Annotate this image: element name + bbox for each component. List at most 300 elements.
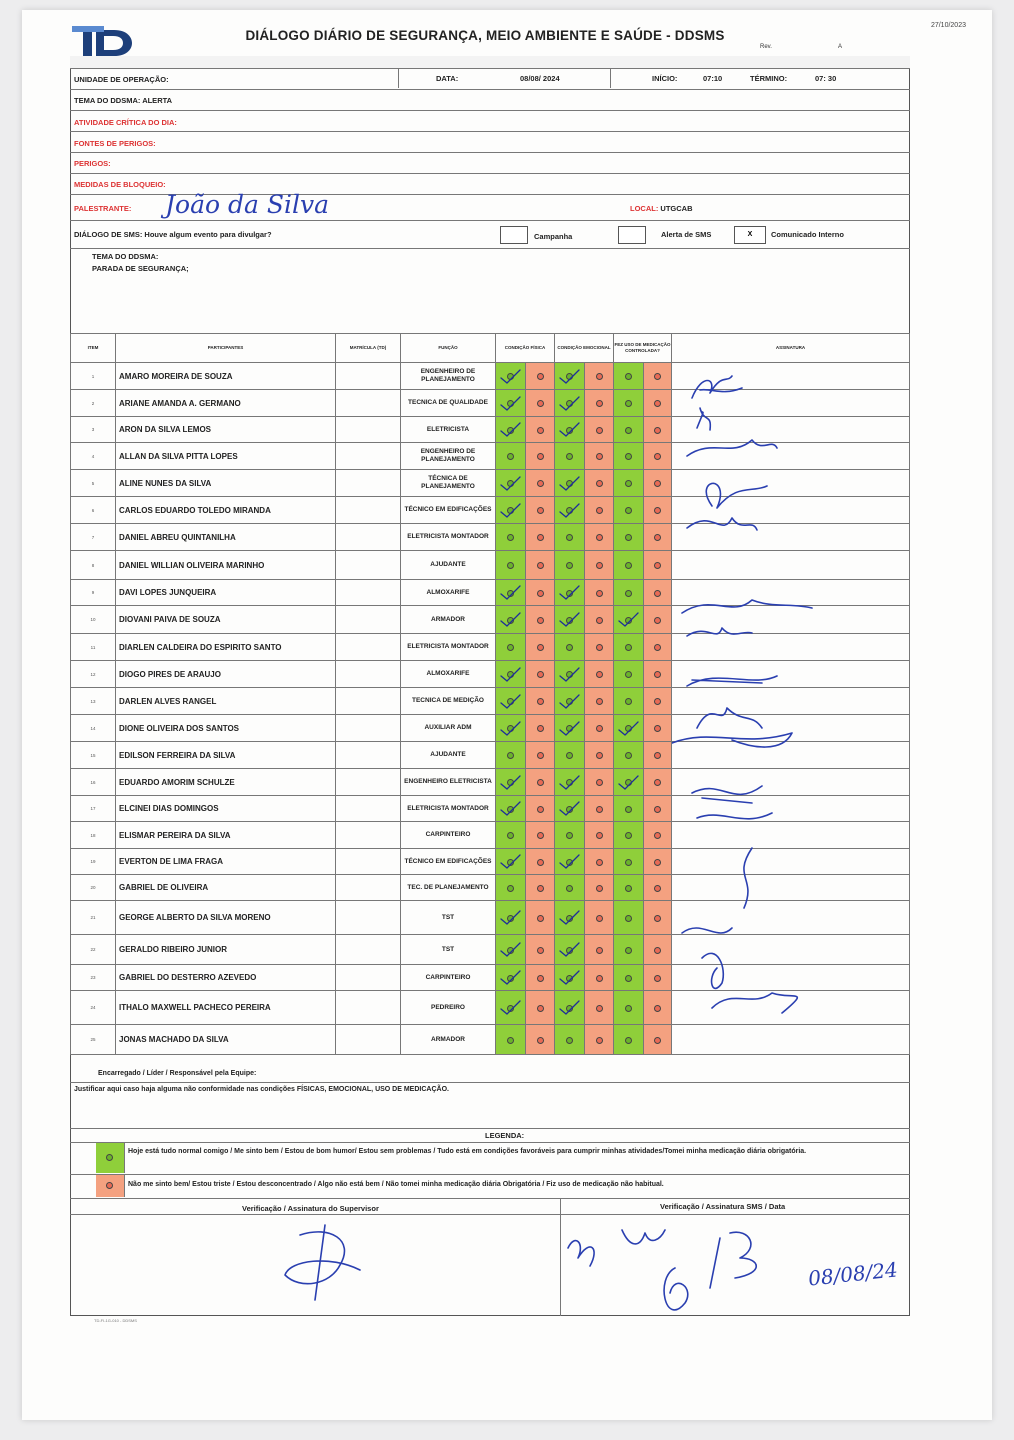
row-number: 20 [71, 875, 116, 901]
campanha-label: Campanha [534, 232, 573, 241]
status-not-ok-cell[interactable] [644, 417, 672, 443]
status-ok-cell[interactable] [555, 363, 585, 390]
status-not-ok-cell[interactable] [644, 524, 672, 551]
status-not-ok-cell[interactable] [526, 688, 555, 715]
status-not-ok-cell[interactable] [644, 901, 672, 935]
document-date: 27/10/2023 [930, 22, 966, 29]
status-ok-cell[interactable] [555, 470, 585, 497]
status-ok-cell[interactable] [555, 606, 585, 634]
smiley-not-ok-icon [596, 373, 603, 380]
row-number: 5 [71, 470, 116, 497]
status-not-ok-cell[interactable] [644, 497, 672, 524]
check-mark-icon [557, 774, 581, 792]
status-not-ok-cell[interactable] [526, 742, 555, 769]
status-ok-cell[interactable] [496, 796, 526, 822]
status-ok-cell[interactable] [555, 634, 585, 661]
row-number: 19 [71, 849, 116, 875]
participant-name: DIOGO PIRES DE ARAUJO [116, 661, 336, 688]
status-ok-cell[interactable] [614, 443, 644, 470]
smiley-not-ok-icon [596, 427, 603, 434]
status-ok-cell[interactable] [555, 661, 585, 688]
status-ok-cell[interactable] [614, 634, 644, 661]
smiley-ok-icon [566, 453, 573, 460]
termino-label: TÉRMINO: [750, 74, 788, 83]
status-not-ok-cell[interactable] [644, 443, 672, 470]
data-label: DATA: [436, 74, 459, 83]
smiley-not-ok-icon [596, 507, 603, 514]
smiley-not-ok-icon [654, 859, 661, 866]
matricula-cell [336, 634, 401, 661]
row-number: 2 [71, 390, 116, 417]
status-ok-cell[interactable] [496, 935, 526, 965]
matricula-cell [336, 580, 401, 606]
smiley-not-ok-icon [596, 617, 603, 624]
smiley-ok-icon [625, 1037, 632, 1044]
function-cell: ELETRICISTA MONTADOR [401, 524, 496, 551]
smiley-ok-icon [566, 534, 573, 541]
status-not-ok-cell[interactable] [644, 551, 672, 580]
check-mark-icon [498, 693, 522, 711]
status-not-ok-cell[interactable] [644, 1025, 672, 1055]
smiley-not-ok-icon [654, 915, 661, 922]
encarregado-label: Encarregado / Líder / Responsável pela Equipe: [98, 1070, 257, 1077]
participant-name: ARON DA SILVA LEMOS [116, 417, 336, 443]
status-ok-cell[interactable] [614, 363, 644, 390]
status-ok-cell[interactable] [614, 715, 644, 742]
status-ok-cell[interactable] [555, 901, 585, 935]
status-not-ok-cell[interactable] [526, 991, 555, 1025]
status-not-ok-cell[interactable] [644, 849, 672, 875]
status-not-ok-cell[interactable] [526, 417, 555, 443]
status-not-ok-cell[interactable] [644, 991, 672, 1025]
alerta-sms-checkbox[interactable] [618, 226, 646, 244]
status-not-ok-cell[interactable] [585, 551, 614, 580]
status-ok-cell[interactable] [614, 1025, 644, 1055]
status-not-ok-cell[interactable] [585, 965, 614, 991]
palestrante-handwritten-name: João da Silva [165, 190, 329, 219]
comunicado-interno-label: Comunicado Interno [771, 230, 844, 239]
function-cell: ENGENHEIRO DE PLANEJAMENTO [401, 443, 496, 470]
smiley-ok-icon [625, 806, 632, 813]
matricula-cell [336, 606, 401, 634]
status-ok-cell[interactable] [555, 580, 585, 606]
status-ok-cell[interactable] [555, 796, 585, 822]
status-not-ok-cell[interactable] [585, 634, 614, 661]
status-not-ok-cell[interactable] [585, 443, 614, 470]
status-ok-cell[interactable] [496, 524, 526, 551]
smiley-not-ok-icon [596, 453, 603, 460]
smiley-ok-icon [625, 480, 632, 487]
tema2-label: TEMA DO DDSMA: [92, 252, 159, 261]
atividade-critica-label: ATIVIDADE CRÍTICA DO DIA: [74, 118, 177, 127]
status-ok-cell[interactable] [496, 606, 526, 634]
smiley-not-ok-icon [596, 1005, 603, 1012]
status-not-ok-cell[interactable] [526, 715, 555, 742]
check-mark-icon [498, 611, 522, 629]
status-not-ok-cell[interactable] [644, 796, 672, 822]
status-ok-cell[interactable] [555, 497, 585, 524]
status-not-ok-cell[interactable] [526, 1025, 555, 1055]
palestrante-label: PALESTRANTE: [74, 204, 132, 213]
smiley-not-ok-icon [654, 617, 661, 624]
status-ok-cell[interactable] [614, 470, 644, 497]
function-cell: TÉCNICO EM EDIFICAÇÕES [401, 849, 496, 875]
col-funcao: FUNÇÃO [401, 334, 496, 363]
col-matricula: MATRÍCULA (TD) [336, 334, 401, 363]
fontes-perigos-label: FONTES DE PERIGOS: [74, 139, 156, 148]
status-ok-cell[interactable] [496, 363, 526, 390]
check-mark-icon [498, 720, 522, 738]
status-not-ok-cell[interactable] [585, 661, 614, 688]
status-ok-cell[interactable] [555, 935, 585, 965]
justificar-label: Justificar aqui caso haja alguma não conformidade nas condições FÍSICAS, EMOCIONAL, USO DE MEDICAÇÃO. [74, 1086, 449, 1093]
status-not-ok-cell[interactable] [526, 634, 555, 661]
status-ok-cell[interactable] [614, 417, 644, 443]
smiley-not-ok-icon [654, 453, 661, 460]
matricula-cell [336, 524, 401, 551]
status-not-ok-cell[interactable] [526, 875, 555, 901]
status-ok-cell[interactable] [555, 742, 585, 769]
smiley-not-ok-icon [537, 1005, 544, 1012]
status-ok-cell[interactable] [496, 822, 526, 849]
supervisor-label: Verificação / Assinatura do Supervisor [242, 1204, 379, 1213]
status-not-ok-cell[interactable] [585, 390, 614, 417]
check-mark-icon [498, 421, 522, 439]
status-not-ok-cell[interactable] [526, 822, 555, 849]
smiley-ok-icon [507, 453, 514, 460]
check-mark-icon [498, 395, 522, 413]
status-ok-cell[interactable] [555, 443, 585, 470]
status-not-ok-cell[interactable] [644, 634, 672, 661]
status-not-ok-cell[interactable] [644, 822, 672, 849]
row-number: 12 [71, 661, 116, 688]
tema-label: TEMA DO DDSMA: ALERTA [74, 96, 173, 105]
status-ok-cell[interactable] [555, 417, 585, 443]
status-ok-cell[interactable] [614, 606, 644, 634]
matricula-cell [336, 688, 401, 715]
smiley-ok-icon [566, 885, 573, 892]
status-not-ok-cell[interactable] [526, 661, 555, 688]
status-not-ok-cell[interactable] [526, 606, 555, 634]
function-cell: ELETRICISTA [401, 417, 496, 443]
status-not-ok-cell[interactable] [585, 1025, 614, 1055]
status-not-ok-cell[interactable] [526, 901, 555, 935]
smiley-ok-icon [566, 562, 573, 569]
status-ok-cell[interactable] [614, 661, 644, 688]
smiley-not-ok-icon [596, 752, 603, 759]
check-mark-icon [498, 502, 522, 520]
status-not-ok-cell[interactable] [644, 769, 672, 796]
check-mark-icon [498, 666, 522, 684]
status-not-ok-cell[interactable] [585, 497, 614, 524]
smiley-ok-icon [625, 400, 632, 407]
status-ok-cell[interactable] [555, 524, 585, 551]
row-number: 25 [71, 1025, 116, 1055]
status-ok-cell[interactable] [496, 991, 526, 1025]
smiley-not-ok-icon [537, 400, 544, 407]
sms-label: Verificação / Assinatura SMS / Data [660, 1202, 786, 1211]
smiley-not-ok-icon [537, 725, 544, 732]
status-ok-cell[interactable] [555, 715, 585, 742]
campanha-checkbox[interactable] [500, 226, 528, 244]
matricula-cell [336, 715, 401, 742]
col-condicao-emocional: CONDIÇÃO EMOCIONAL [555, 334, 614, 363]
status-ok-cell[interactable] [614, 497, 644, 524]
status-not-ok-cell[interactable] [585, 580, 614, 606]
smiley-not-ok-icon [654, 1005, 661, 1012]
revision-label: Rev. [760, 44, 772, 50]
status-ok-cell[interactable] [496, 661, 526, 688]
status-not-ok-cell[interactable] [644, 661, 672, 688]
status-ok-cell[interactable] [496, 1025, 526, 1055]
status-ok-cell[interactable] [555, 390, 585, 417]
smiley-ok-icon [566, 752, 573, 759]
status-not-ok-cell[interactable] [585, 822, 614, 849]
status-not-ok-cell[interactable] [585, 769, 614, 796]
check-mark-icon [498, 800, 522, 818]
participant-name: GABRIEL DE OLIVEIRA [116, 875, 336, 901]
status-not-ok-cell[interactable] [585, 875, 614, 901]
status-ok-cell[interactable] [614, 742, 644, 769]
smiley-ok-icon [507, 534, 514, 541]
smiley-not-ok-icon [537, 975, 544, 982]
status-not-ok-cell[interactable] [644, 606, 672, 634]
function-cell: ELETRICISTA MONTADOR [401, 796, 496, 822]
status-not-ok-cell[interactable] [526, 524, 555, 551]
status-ok-cell[interactable] [614, 935, 644, 965]
status-not-ok-cell[interactable] [644, 965, 672, 991]
status-ok-cell[interactable] [496, 849, 526, 875]
function-cell: ARMADOR [401, 1025, 496, 1055]
status-not-ok-cell[interactable] [644, 688, 672, 715]
status-ok-cell[interactable] [496, 769, 526, 796]
status-not-ok-cell[interactable] [585, 742, 614, 769]
function-cell: PEDREIRO [401, 991, 496, 1025]
smiley-not-ok-icon [537, 806, 544, 813]
status-not-ok-cell[interactable] [644, 580, 672, 606]
status-not-ok-cell[interactable] [644, 470, 672, 497]
smiley-not-ok-icon [537, 779, 544, 786]
smiley-not-ok-icon [596, 534, 603, 541]
status-ok-cell[interactable] [555, 1025, 585, 1055]
function-cell: ALMOXARIFE [401, 580, 496, 606]
status-ok-cell[interactable] [614, 965, 644, 991]
smiley-not-ok-icon [654, 885, 661, 892]
row-number: 17 [71, 796, 116, 822]
status-not-ok-cell[interactable] [644, 715, 672, 742]
smiley-ok-icon [625, 1005, 632, 1012]
smiley-not-ok-icon [537, 427, 544, 434]
status-not-ok-cell[interactable] [526, 796, 555, 822]
status-ok-cell[interactable] [614, 390, 644, 417]
matricula-cell [336, 742, 401, 769]
status-not-ok-cell[interactable] [585, 935, 614, 965]
status-not-ok-cell[interactable] [585, 524, 614, 551]
col-assinatura: ASSINATURA [672, 334, 910, 363]
col-participantes: PARTICIPANTES [116, 334, 336, 363]
status-ok-cell[interactable] [614, 551, 644, 580]
status-not-ok-cell[interactable] [644, 875, 672, 901]
participant-name: EVERTON DE LIMA FRAGA [116, 849, 336, 875]
status-ok-cell[interactable] [555, 688, 585, 715]
status-not-ok-cell[interactable] [585, 363, 614, 390]
status-ok-cell[interactable] [496, 715, 526, 742]
matricula-cell [336, 901, 401, 935]
status-ok-cell[interactable] [496, 688, 526, 715]
smiley-ok-icon [625, 698, 632, 705]
smiley-not-ok-icon [596, 806, 603, 813]
smiley-not-ok-icon [537, 590, 544, 597]
smiley-not-ok-icon [596, 1037, 603, 1044]
status-ok-cell[interactable] [496, 390, 526, 417]
smiley-not-ok-icon [596, 562, 603, 569]
status-ok-cell[interactable] [614, 524, 644, 551]
smiley-ok-icon [625, 975, 632, 982]
status-ok-cell[interactable] [614, 796, 644, 822]
status-ok-cell[interactable] [614, 580, 644, 606]
status-ok-cell[interactable] [614, 901, 644, 935]
smiley-ok-icon [566, 644, 573, 651]
status-not-ok-cell[interactable] [585, 849, 614, 875]
status-ok-cell[interactable] [496, 580, 526, 606]
status-not-ok-cell[interactable] [644, 935, 672, 965]
function-cell: AUXILIAR ADM [401, 715, 496, 742]
check-mark-icon [557, 421, 581, 439]
smiley-not-ok-icon [596, 671, 603, 678]
status-ok-cell[interactable] [555, 769, 585, 796]
status-not-ok-cell[interactable] [585, 606, 614, 634]
status-ok-cell[interactable] [496, 497, 526, 524]
status-not-ok-cell[interactable] [644, 363, 672, 390]
inicio-label: INÍCIO: [652, 74, 678, 83]
status-not-ok-cell[interactable] [585, 470, 614, 497]
status-ok-cell[interactable] [555, 991, 585, 1025]
status-ok-cell[interactable] [496, 965, 526, 991]
smiley-ok-icon [625, 644, 632, 651]
status-ok-cell[interactable] [614, 991, 644, 1025]
smiley-not-ok-icon [654, 752, 661, 759]
status-not-ok-cell[interactable] [526, 551, 555, 580]
row-number: 24 [71, 991, 116, 1025]
smiley-not-ok-icon [654, 590, 661, 597]
status-ok-cell[interactable] [614, 688, 644, 715]
status-not-ok-cell[interactable] [585, 991, 614, 1025]
status-ok-cell[interactable] [555, 965, 585, 991]
check-mark-icon [557, 693, 581, 711]
smiley-not-ok-icon [596, 480, 603, 487]
status-not-ok-cell[interactable] [585, 901, 614, 935]
smiley-ok-icon [507, 644, 514, 651]
function-cell: TST [401, 901, 496, 935]
local-label: LOCAL: [630, 204, 659, 213]
matricula-cell [336, 991, 401, 1025]
smiley-not-ok-icon [654, 832, 661, 839]
status-not-ok-cell[interactable] [526, 470, 555, 497]
participant-name: ELCINEI DIAS DOMINGOS [116, 796, 336, 822]
participant-name: DAVI LOPES JUNQUEIRA [116, 580, 336, 606]
comunicado-interno-checkbox[interactable]: X [734, 226, 766, 244]
matricula-cell [336, 822, 401, 849]
smiley-not-ok-icon [596, 698, 603, 705]
status-ok-cell[interactable] [555, 551, 585, 580]
col-medicacao: FEZ USO DE MEDICAÇÃO CONTROLADA? [614, 334, 672, 363]
status-not-ok-cell[interactable] [585, 688, 614, 715]
status-not-ok-cell[interactable] [526, 769, 555, 796]
smiley-ok-icon [625, 752, 632, 759]
sms-signatures [560, 1218, 790, 1338]
status-ok-cell[interactable] [614, 769, 644, 796]
smiley-not-ok-icon [654, 373, 661, 380]
function-cell: ELETRICISTA MONTADOR [401, 634, 496, 661]
smiley-not-ok-icon [596, 400, 603, 407]
status-ok-cell[interactable] [496, 443, 526, 470]
check-mark-icon [616, 720, 640, 738]
status-not-ok-cell[interactable] [526, 965, 555, 991]
status-ok-cell[interactable] [496, 875, 526, 901]
status-ok-cell[interactable] [496, 901, 526, 935]
status-not-ok-cell[interactable] [585, 796, 614, 822]
status-not-ok-cell[interactable] [644, 390, 672, 417]
smiley-not-ok-icon [537, 698, 544, 705]
page-title: DIÁLOGO DIÁRIO DE SEGURANÇA, MEIO AMBIENTE E SAÚDE - DDSMS [245, 28, 725, 43]
status-ok-cell[interactable] [496, 742, 526, 769]
row-number: 15 [71, 742, 116, 769]
status-not-ok-cell[interactable] [526, 390, 555, 417]
status-not-ok-cell[interactable] [585, 715, 614, 742]
status-not-ok-cell[interactable] [526, 580, 555, 606]
participant-name: DARLEN ALVES RANGEL [116, 688, 336, 715]
status-ok-cell[interactable] [555, 875, 585, 901]
matricula-cell [336, 1025, 401, 1055]
status-ok-cell[interactable] [614, 849, 644, 875]
smiley-not-ok-icon [537, 644, 544, 651]
participant-name: DANIEL ABREU QUINTANILHA [116, 524, 336, 551]
status-ok-cell[interactable] [496, 470, 526, 497]
smiley-not-ok-icon [596, 975, 603, 982]
smiley-ok-icon [625, 859, 632, 866]
status-ok-cell[interactable] [555, 822, 585, 849]
smiley-not-ok-icon [596, 947, 603, 954]
status-not-ok-cell[interactable] [526, 497, 555, 524]
status-not-ok-cell[interactable] [585, 417, 614, 443]
local-value: UTGCAB [660, 204, 693, 213]
smiley-not-ok-icon [596, 885, 603, 892]
status-ok-cell[interactable] [496, 634, 526, 661]
smiley-not-ok-icon [654, 644, 661, 651]
status-not-ok-cell[interactable] [526, 935, 555, 965]
status-not-ok-cell[interactable] [526, 363, 555, 390]
check-mark-icon [557, 611, 581, 629]
status-ok-cell[interactable] [496, 417, 526, 443]
smiley-ok-icon [625, 373, 632, 380]
smiley-ok-icon [507, 832, 514, 839]
check-mark-icon [557, 720, 581, 738]
status-ok-cell[interactable] [614, 822, 644, 849]
legend-red-text: Não me sinto bem/ Estou triste / Estou desconcentrado / Algo não está bem / Não tomei minha medicação diária Obrigatória / Fiz uso de medicação não habitual. [128, 1181, 664, 1188]
status-not-ok-cell[interactable] [644, 742, 672, 769]
col-condicao-fisica: CONDIÇÃO FÍSICA [496, 334, 555, 363]
status-ok-cell[interactable] [614, 875, 644, 901]
legend-green-swatch [96, 1143, 125, 1173]
status-ok-cell[interactable] [555, 849, 585, 875]
legenda-label: LEGENDA: [485, 1131, 525, 1140]
status-not-ok-cell[interactable] [526, 443, 555, 470]
check-mark-icon [498, 969, 522, 987]
matricula-cell [336, 875, 401, 901]
matricula-cell [336, 497, 401, 524]
status-not-ok-cell[interactable] [526, 849, 555, 875]
status-ok-cell[interactable] [496, 551, 526, 580]
